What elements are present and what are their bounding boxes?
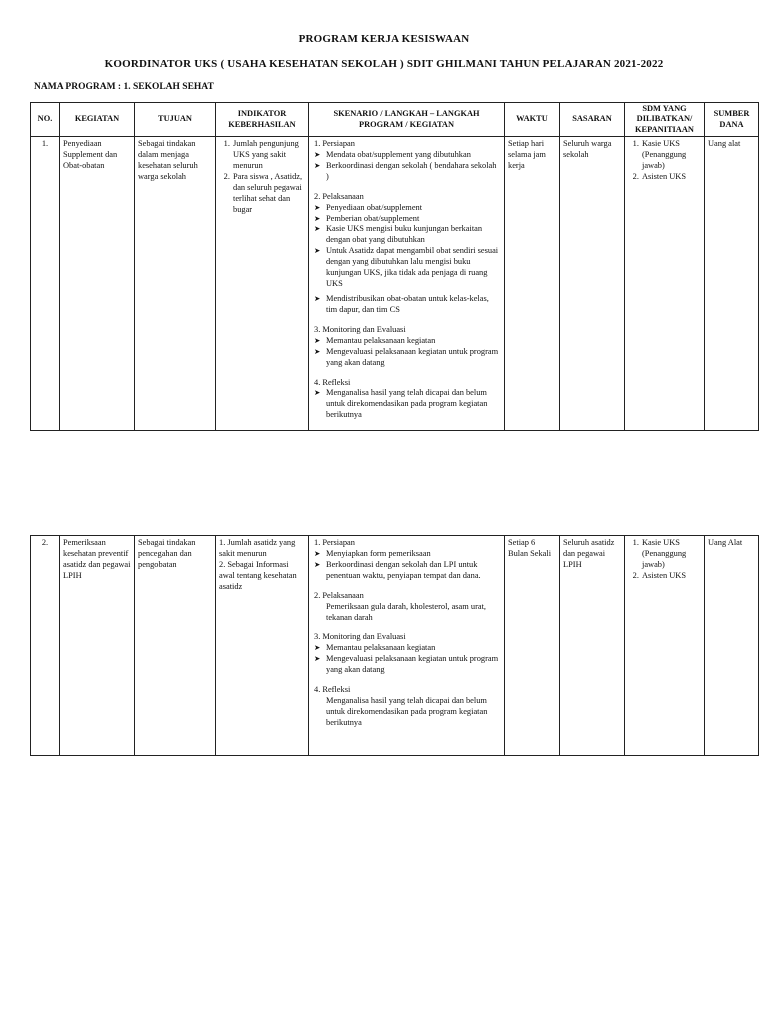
cell-waktu: Setiap 6 Bulan Sekali [505,536,560,756]
cell-sdm [625,536,705,756]
table-header-row [31,103,759,137]
cell-waktu: Setiap hari selama jam kerja [505,137,560,431]
sdm-item: 1. Kasie UKS (Penanggung jawab) [641,139,701,172]
cell-sumber: Uang alat [705,137,759,431]
cell-sasaran: Seluruh warga sekolah [560,137,625,431]
header-no: NO. [31,103,60,137]
step-item: ➤ Mengevaluasi pelaksanaan kegiatan untuk program yang akan datang [312,654,501,676]
step-item: ➤ Pemberian obat/supplement [312,214,501,225]
document-title: PROGRAM KERJA KESISWAAN [298,33,470,45]
header-indikator: INDIKATOR KEBERHASILAN [216,103,309,137]
step-item: ➤ Mengevaluasi pelaksanaan kegiatan untuk program yang akan datang [312,347,501,369]
step-item: ➤ Untuk Asatidz dapat mengambil obat sendiri sesuai dengan yang dibutuhkan lalu mengisi buku kunjungan UKS, jika tidak ada penjaga di ruang UKS [312,246,501,290]
step-heading: 4. Refleksi [314,685,351,695]
header-tujuan: TUJUAN [135,103,216,137]
step-heading: 1. Persiapan [314,538,355,547]
step-item: ➤ Berkoordinasi dengan sekolah ( bendahara sekolah ) [312,161,501,183]
step-item: ➤ Kasie UKS mengisi buku kunjungan berkaitan dengan obat yang dibutuhkan [312,224,501,246]
step-item: ➤ Menyiapkan form pemeriksaan [312,549,501,560]
step-item: ➤ Penyediaan obat/supplement [312,203,501,214]
sdm-item: 2. Asisten UKS [641,172,701,183]
cell-indikator [216,536,309,756]
step-heading: 2. Pelaksanaan [314,590,364,600]
step-item: ➤ Memantau pelaksanaan kegiatan [312,336,501,347]
cell-sumber: Uang Alat [705,536,759,756]
program-table-1 [30,102,759,431]
cell-tujuan: Sebagai tindakan pencegahan dan pengobatan [135,536,216,756]
step-heading: 3. Monitoring dan Evaluasi [314,632,406,642]
cell-no: 1. [31,137,60,431]
header-sdm: SDM YANG DILIBATKAN/ KEPANITIAAN [625,103,705,137]
sdm-item: 2. Asisten UKS [641,571,701,582]
table-row [31,536,759,756]
step-item: ➤ Mendistribusikan obat-obatan untuk kelas-kelas, tim dapur, dan tim CS [312,294,501,316]
step-heading: 4. Refleksi [314,377,351,387]
indikator-item: 1. Jumlah pengunjung UKS yang sakit menurun [232,139,305,172]
step-heading: 1. Persiapan [314,139,355,148]
cell-tujuan: Sebagai tindakan dalam menjaga kesehatan seluruh warga sekolah [135,137,216,431]
step-item: ➤ Memantau pelaksanaan kegiatan [312,643,501,654]
step-item: ➤ Mendata obat/supplement yang dibutuhkan [312,150,501,161]
indikator-item: 1. Jumlah asatidz yang sakit menurun [219,538,296,558]
cell-kegiatan: Pemeriksaan kesehatan preventif asatidz dan pegawai LPIH [60,536,135,756]
step-heading: 2. Pelaksanaan [314,191,364,201]
step-item: ➤ Berkoordinasi dengan sekolah dan LPI untuk penentuan waktu, penyiapan tempat dan dana. [312,560,501,582]
header-kegiatan: KEGIATAN [60,103,135,137]
step-text: Pemeriksaan gula darah, kholesterol, asam urat, tekanan darah [326,601,487,622]
cell-indikator [216,137,309,431]
header-sasaran: SASARAN [560,103,625,137]
header-waktu: WAKTU [505,103,560,137]
table-row [31,137,759,431]
indikator-item: 2. Para siswa , Asatidz, dan seluruh pegawai terlihat sehat dan bugar [232,172,305,216]
header-skenario: SKENARIO / LANGKAH – LANGKAH PROGRAM / KEGIATAN [309,103,505,137]
cell-skenario [309,536,505,756]
step-heading: 3. Monitoring dan Evaluasi [314,324,406,334]
cell-sdm [625,137,705,431]
document-subtitle: KOORDINATOR UKS ( USAHA KESEHATAN SEKOLAH ) SDIT GHILMANI TAHUN PELAJARAN 2021-2022 [104,58,664,70]
cell-kegiatan: Penyediaan Supplement dan Obat-obatan [60,137,135,431]
step-text: Menganalisa hasil yang telah dicapai dan belum untuk direkomendasikan pada program kegiatan berikutnya [326,696,488,727]
program-name: NAMA PROGRAM : 1. SEKOLAH SEHAT [34,82,214,92]
header-sumber: SUMBER DANA [705,103,759,137]
step-item: ➤ Menganalisa hasil yang telah dicapai dan belum untuk direkomendasikan pada program kegiatan berikutnya [312,388,501,421]
cell-no: 2. [31,536,60,756]
sdm-item: 1. Kasie UKS (Penanggung jawab) [641,538,701,571]
cell-sasaran: Seluruh asatidz dan pegawai LPIH [560,536,625,756]
indikator-item: 2. Sebagai Informasi awal tentang kesehatan asatidz [219,559,297,591]
cell-skenario [309,137,505,431]
program-table-2 [30,535,759,756]
